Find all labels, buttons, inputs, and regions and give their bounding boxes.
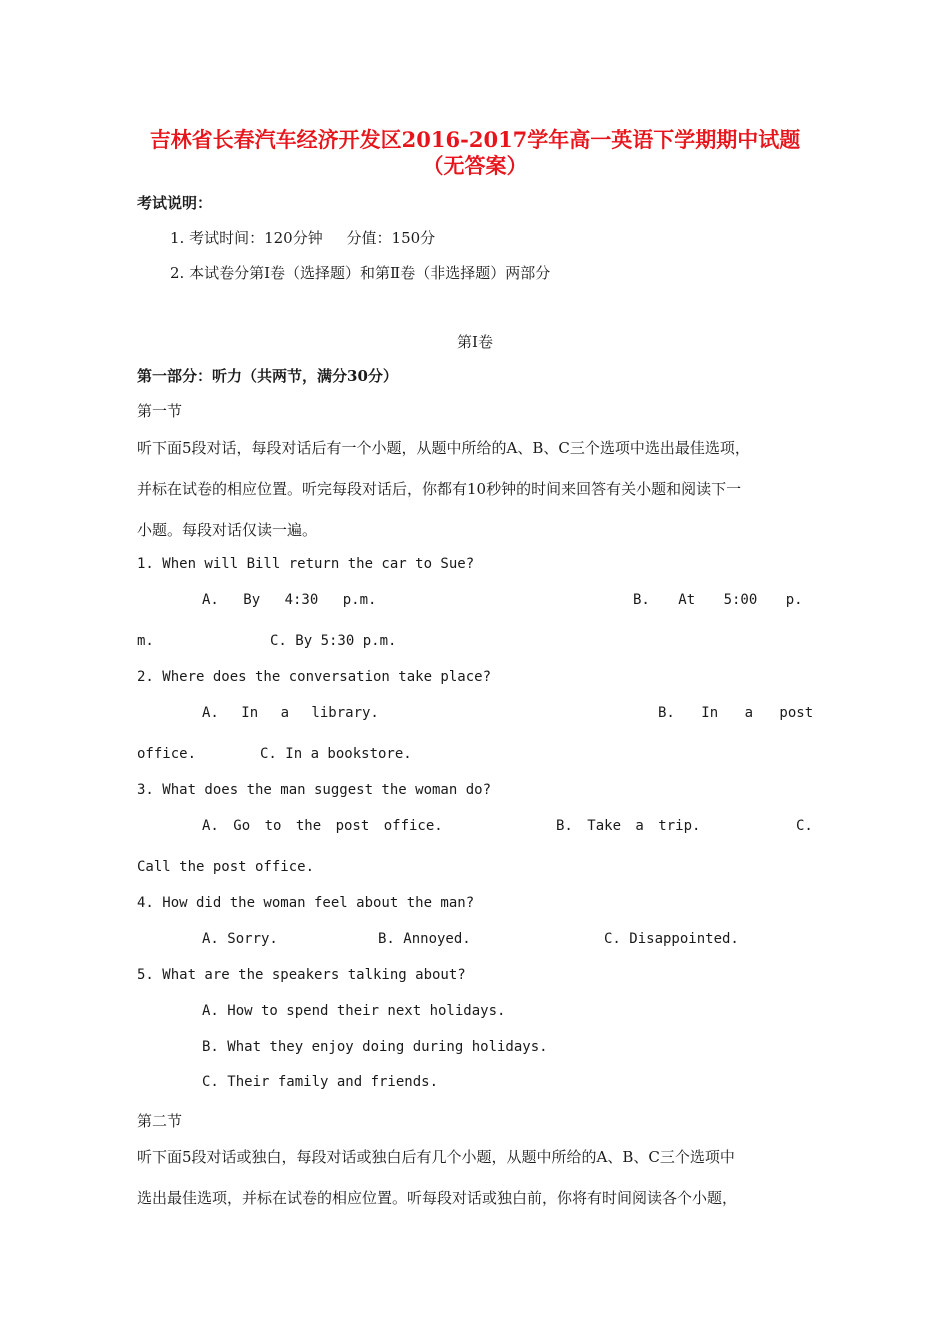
question-4-option-a: A. Sorry. bbox=[202, 931, 278, 947]
section1-title: 第一节 bbox=[137, 402, 183, 420]
question-4-option-c: C. Disappointed. bbox=[604, 931, 739, 947]
exam-note-heading: 考试说明： bbox=[137, 194, 213, 212]
question-1-option-b-wrap: m. bbox=[137, 633, 154, 649]
question-5-stem: 5. What are the speakers talking about? bbox=[137, 967, 466, 983]
question-2-option-c: C. In a bookstore. bbox=[260, 746, 412, 762]
question-1-option-c: C. By 5:30 p.m. bbox=[270, 633, 397, 649]
section2-instructions-line1: 听下面5段对话或独白，每段对话或独白后有几个小题，从题中所给的A、B、C三个选项中 bbox=[137, 1148, 735, 1166]
section2-instructions-line2: 选出最佳选项，并标在试卷的相应位置。听每段对话或独白前，你将有时间阅读各个小题， bbox=[137, 1189, 738, 1207]
question-5-option-a: A. How to spend their next holidays. bbox=[202, 1003, 506, 1019]
question-5-option-b: B. What they enjoy doing during holidays. bbox=[202, 1039, 548, 1055]
question-4-option-b: B. Annoyed. bbox=[378, 931, 471, 947]
part1-heading: 第一部分：听力（共两节，满分30分） bbox=[137, 367, 398, 385]
section2-title: 第二节 bbox=[137, 1112, 183, 1130]
exam-note-item-2: 2. 本试卷分第Ⅰ卷（选择题）和第Ⅱ卷（非选择题）两部分 bbox=[170, 264, 551, 282]
question-2-stem: 2. Where does the conversation take place? bbox=[137, 669, 492, 685]
question-1-option-a: A. By 4:30 p.m. bbox=[202, 592, 377, 608]
document-title-line1: 吉林省长春汽车经济开发区2016-2017学年高一英语下学期期中试题 bbox=[149, 127, 801, 152]
exam-note-item-1: 1. 考试时间：120分钟 分值：150分 bbox=[170, 229, 436, 247]
question-3-option-a: A. Go to the post office. bbox=[202, 818, 443, 834]
question-1-option-b: B. At 5:00 p. bbox=[633, 592, 803, 608]
question-3-option-c-wrap: Call the post office. bbox=[137, 859, 315, 875]
volume-title: 第Ⅰ卷 bbox=[457, 333, 493, 351]
question-1-stem: 1. When will Bill return the car to Sue? bbox=[137, 556, 475, 572]
document-title-line2: （无答案） bbox=[422, 153, 528, 178]
question-2-option-a: A. In a library. bbox=[202, 705, 379, 721]
question-2-option-b: B. In a post bbox=[658, 705, 814, 721]
question-3-option-b: B. Take a trip. bbox=[556, 818, 701, 834]
question-3-option-c-label: C. bbox=[796, 818, 813, 834]
section1-instructions-line3: 小题。每段对话仅读一遍。 bbox=[137, 521, 318, 539]
question-2-option-b-wrap: office. bbox=[137, 746, 197, 762]
question-3-stem: 3. What does the man suggest the woman do? bbox=[137, 782, 492, 798]
section1-instructions-line1: 听下面5段对话，每段对话后有一个小题，从题中所给的A、B、C三个选项中选出最佳选项， bbox=[137, 439, 750, 457]
question-4-stem: 4. How did the woman feel about the man? bbox=[137, 895, 475, 911]
section1-instructions-line2: 并标在试卷的相应位置。听完每段对话后，你都有10秒钟的时间来回答有关小题和阅读下一 bbox=[137, 480, 742, 498]
question-5-option-c: C. Their family and friends. bbox=[202, 1074, 439, 1090]
